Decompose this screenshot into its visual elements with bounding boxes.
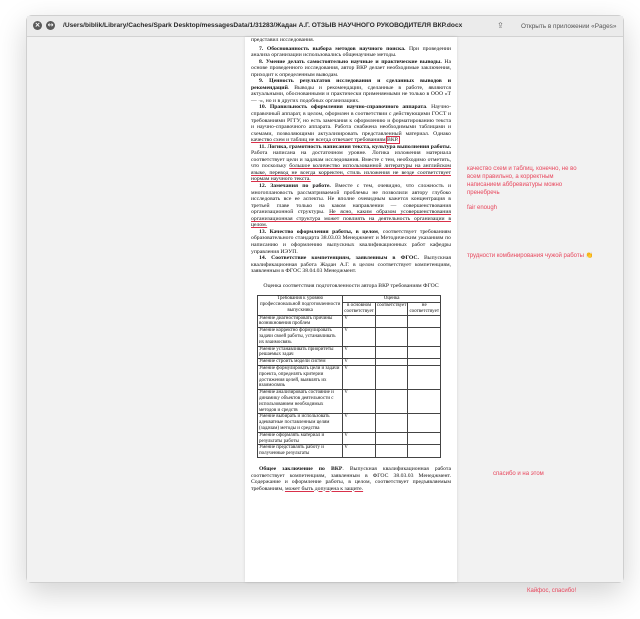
document-text — [251, 37, 451, 492]
preview-window — [26, 15, 624, 594]
file-path-title: /Users/biblik/Library/Caches/Spark Desktop/messagesData/1/31283/Жадан А.Г. ОТЗЫВ НАУЧНОГО РУКОВОДИТЕЛЯ ВКР.docx — [63, 22, 463, 29]
share-icon[interactable]: ⇪ — [497, 21, 504, 30]
table-row: Умение строить модели систем V — [258, 359, 441, 366]
paragraph-7: 7. Обоснованность выбора методов научного поиска. При проведении анализа организации использовались общенаучные методы. — [251, 45, 451, 59]
document-page — [245, 37, 457, 582]
paragraph-8: 8. Умение делать самостоятельно научные и практические выводы. На основе проведенного исследования, автор ВКР делает необходимые заключения, приходит к определенным выводам. — [251, 58, 451, 78]
paragraph-10: 10. Правильность оформления научно-справочного аппарата. Научно-справочный аппарат, в целом, оформлен в соответствии с действующими ГОСТ и требованиями РГГУ, но есть замечания к оформлению и форматированию текста и научно-справочного аппарата. Работа снабжена необходимыми таблицами и схемами, позволяющими актуализировать представленный материал. Однако качество схем и таблиц не всегда отвечает требованиям ВКР. — [251, 104, 451, 144]
underline-schemes: качество схем и таблиц не всегда отвечает требованиям — [251, 137, 386, 144]
paragraph-14: 14. Соответствие компетенциям, заявленным в ФГОС. Выпускная квалификационная работа Жадан А.Г. в целом соответствует компетенциям, заявленным в ФГОС 38.04.03 Менеджмент. — [251, 255, 451, 275]
paragraph-9: 9. Ценность результатов исследования и сделанных выводов и рекомендаций. Выводы и рекомендации, сделанные в работе, являются актуальными, обоснованными и практически применяемыми не только в ООО «Т — ·», но и в других подобных организациях. — [251, 78, 451, 104]
comment-difficulty: трудности комбинирования чужой работы 👏 — [467, 253, 594, 259]
table-row: Умение анализировать состояние и динамику объектов деятельности с использованием необходимых методов и средств V — [258, 390, 441, 414]
paragraph-13: 13. Качество оформления работы, в целом, соответствует требованиям образовательного стандарта 38.03.03 Менеджмент и Методическим указаниям по написанию и оформлению выпускных квалификационных работ кафедры управления ИЭУП. — [251, 228, 451, 255]
subcol-not-matches: не соответствует — [409, 303, 440, 314]
comment-fair-enough: fair enough — [467, 205, 498, 211]
paragraph-12: 12. Замечания по работе. Вместе с тем, очевидно, что сложность и многоплановость рассматриваемой проблемы не позволили автору глубоко исследовать все ее аспекты. Не вполне очевидным кажется концентрация в третьей главе только на каком направлении — совершенствования организационной структуры. Не ясно, каким образом усовершенствования организационная структура может повлиять на деятельность организации в целом. — [251, 183, 451, 229]
underline-admitted: может быть допущена к защите. — [284, 485, 364, 492]
col-requirements: Требования к уровню профессиональной подготовленности выпускника — [258, 296, 343, 315]
highlight-vkr: ВКР. — [387, 137, 399, 144]
subcol-mostly: в основном соответствует — [344, 303, 374, 314]
paragraph-prev: представил исследования. — [251, 37, 315, 43]
table-row: Умение корректно формулировать задачи своей работы, устанавливать их взаимосвязь V — [258, 328, 441, 346]
open-in-pages-button[interactable]: Открыть в приложении «Pages» — [521, 23, 617, 30]
comment-schemes: качество схем и таблиц, конечно, не во всем правильно, а корректным написанием аббревиатуры можно пренебречь — [467, 166, 577, 196]
table-row: Умение формулировать цели и задачи проекта, определять критерии достижения целей, выявлять их взаимосвязь V — [258, 366, 441, 390]
table-row: Умение оформлять материал и результаты работы V — [258, 432, 441, 445]
assessment-table — [257, 295, 441, 458]
subcol-matches: соответствует — [375, 303, 408, 316]
table-row: Умение диагностировать причины возникновения проблем V — [258, 315, 441, 328]
table-row: Умение выбирать и использовать адекватные поставленным целям (задачам) методы и средства V — [258, 414, 441, 432]
table-row: Умение устанавливать приоритеты решаемых задач V — [258, 346, 441, 359]
table-title: Оценка соответствия подготовленности автора ВКР требованиям ФГОС — [263, 282, 439, 289]
conclusion: Общее заключение по ВКР. Выпускная квалификационная работа соответствует компетенциям, заявленным в ФГОС 38.03.03 Менеджмент. Содержание и оформление работы, в целом, соответствует предъявляемым требованиям, может быть допущена к защите. — [251, 465, 451, 492]
col-score: Оценка — [343, 296, 441, 303]
comment-kaifos: Кайфос, спасибо! — [527, 588, 577, 594]
paragraph-11: 11. Логика, грамотность написания текста, культура выполнения работы. Работа написана на достаточном уровне. Логика изложения материала соответствует цели и задачам исследования. Вместе с тем, необходимо отметить, что поскольку большое количество использованной литературы на английском языке, перевод не всегда корректен, стиль изложения не везде соответствует нормам научного текста. — [251, 143, 451, 183]
underline-structure: Не ясно, каким образом усовершенствования организационная структура может повлиять на деятельность организации в целом. — [251, 209, 451, 229]
title-bar — [27, 16, 623, 37]
fullscreen-icon[interactable]: ↔ — [47, 21, 54, 29]
comment-thanks: спасибо и на этом — [493, 471, 544, 477]
table-row: Умение представлять работу и полученные результаты V — [258, 445, 441, 458]
underline-translation: большое количество использованной литературы на английском языке, перевод не всегда корректен, стиль изложения не везде соответствует нормам научного текста. — [251, 163, 451, 183]
document-viewport[interactable] — [27, 37, 623, 594]
close-icon[interactable]: × — [34, 21, 41, 29]
